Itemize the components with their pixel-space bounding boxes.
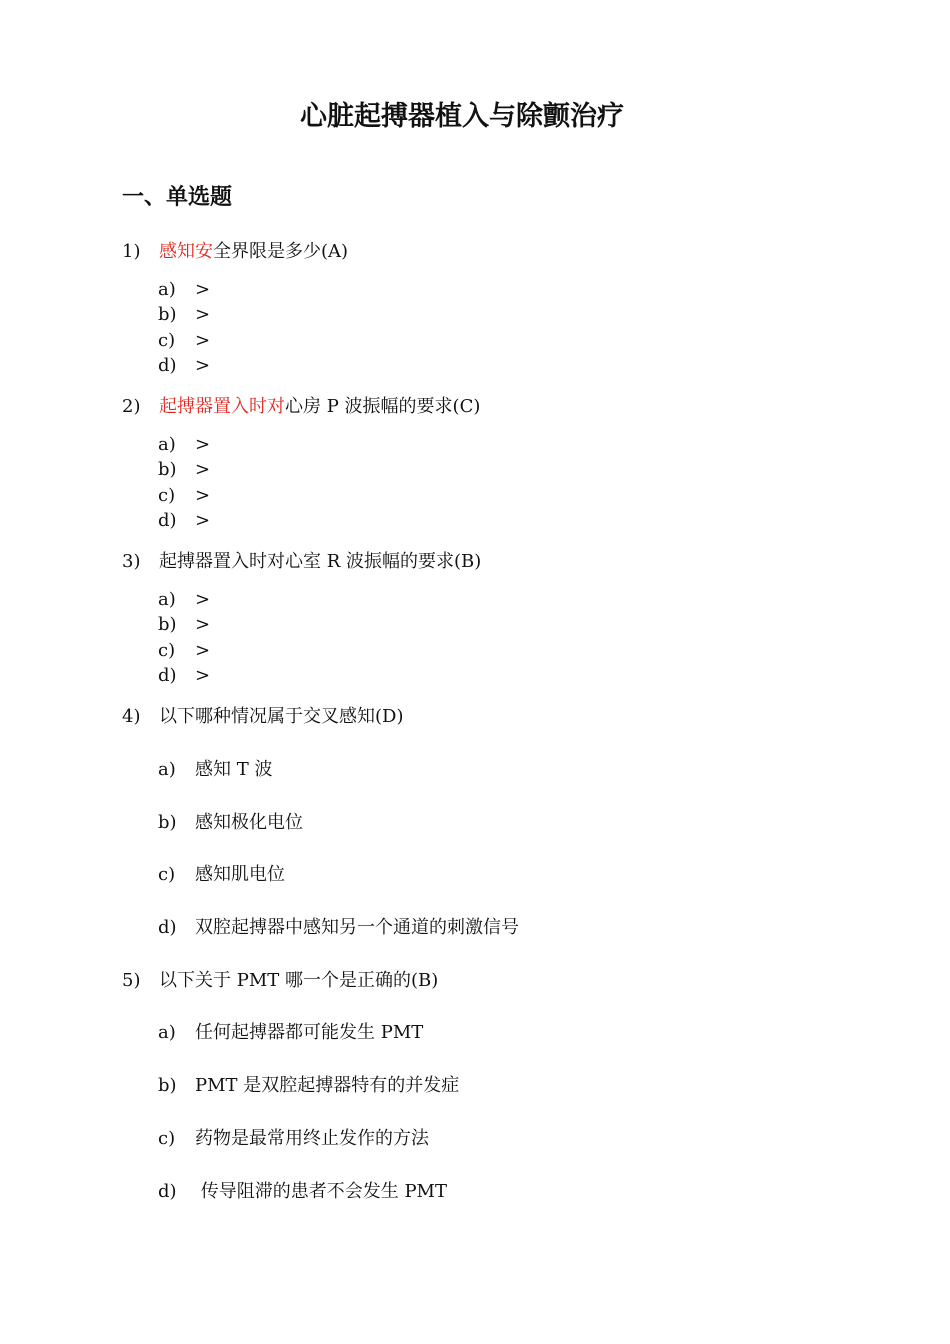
option-5c — [158, 1124, 429, 1150]
option-1a — [158, 279, 210, 300]
option-label: c) — [158, 1128, 176, 1149]
question-number: 5) — [122, 970, 141, 991]
option-text: > — [195, 614, 211, 635]
option-5b — [158, 1071, 459, 1097]
option-label: a) — [158, 1022, 176, 1043]
option-label: c) — [158, 485, 176, 506]
section-heading: 一、单选题 — [122, 185, 233, 210]
option-2b — [158, 459, 210, 480]
option-label: b) — [158, 459, 177, 480]
option-text: 感知 T 波 — [195, 759, 273, 780]
question-1 — [122, 237, 348, 263]
option-label: a) — [158, 434, 176, 455]
option-label: d) — [158, 917, 177, 938]
question-text: 以下哪种情况属于交叉感知(D) — [159, 706, 404, 727]
option-text: > — [195, 330, 211, 351]
option-text: > — [195, 434, 211, 455]
option-text: PMT 是双腔起搏器特有的并发症 — [195, 1075, 460, 1096]
option-label: b) — [158, 1075, 177, 1096]
question-3 — [122, 547, 481, 573]
option-text: > — [195, 640, 211, 661]
option-4d — [158, 913, 519, 939]
question-number: 1) — [122, 241, 141, 262]
option-text: 感知肌电位 — [195, 864, 285, 885]
option-text: > — [195, 510, 211, 531]
question-text: 全界限是多少(A) — [213, 241, 349, 262]
option-2c — [158, 485, 210, 506]
question-number: 2) — [122, 396, 141, 417]
option-text: > — [195, 665, 211, 686]
option-1c — [158, 330, 210, 351]
option-5a — [158, 1018, 423, 1044]
option-text: > — [195, 589, 211, 610]
option-4b — [158, 808, 303, 834]
option-label: c) — [158, 640, 176, 661]
option-text: 感知极化电位 — [195, 812, 303, 833]
option-label: b) — [158, 304, 177, 325]
option-text: > — [195, 485, 211, 506]
option-text: > — [195, 355, 211, 376]
option-3c — [158, 640, 210, 661]
option-2d — [158, 510, 210, 531]
option-3a — [158, 589, 210, 610]
option-text: 任何起搏器都可能发生 PMT — [195, 1022, 424, 1043]
option-text: 双腔起搏器中感知另一个通道的刺激信号 — [195, 917, 519, 938]
question-text: 以下关于 PMT 哪一个是正确的(B) — [159, 970, 439, 991]
question-highlight: 起搏器置入时对 — [159, 396, 285, 417]
question-text: 心房 P 波振幅的要求(C) — [285, 396, 481, 417]
option-2a — [158, 434, 210, 455]
option-text: > — [195, 304, 211, 325]
option-label: d) — [158, 355, 177, 376]
option-label: a) — [158, 759, 176, 780]
option-1b — [158, 304, 210, 325]
option-3b — [158, 614, 210, 635]
option-text: 传导阻滞的患者不会发生 PMT — [195, 1181, 447, 1202]
option-label: a) — [158, 279, 176, 300]
question-5 — [122, 966, 438, 992]
option-label: d) — [158, 510, 177, 531]
option-1d — [158, 355, 210, 376]
option-label: b) — [158, 812, 177, 833]
option-text: 药物是最常用终止发作的方法 — [195, 1128, 429, 1149]
option-text: > — [195, 459, 211, 480]
option-label: c) — [158, 864, 176, 885]
option-label: a) — [158, 589, 176, 610]
question-text: 起搏器置入时对心室 R 波振幅的要求(B) — [159, 551, 482, 572]
option-label: d) — [158, 665, 177, 686]
option-4a — [158, 755, 272, 781]
question-2 — [122, 392, 480, 418]
option-text: > — [195, 279, 211, 300]
question-highlight: 感知安 — [159, 241, 213, 262]
option-label: c) — [158, 330, 176, 351]
question-4 — [122, 702, 403, 728]
option-label: d) — [158, 1181, 177, 1202]
question-number: 4) — [122, 706, 141, 727]
document-title: 心脏起搏器植入与除颤治疗 — [300, 101, 624, 132]
option-label: b) — [158, 614, 177, 635]
option-5d — [158, 1177, 447, 1203]
option-3d — [158, 665, 210, 686]
option-4c — [158, 860, 285, 886]
question-number: 3) — [122, 551, 141, 572]
